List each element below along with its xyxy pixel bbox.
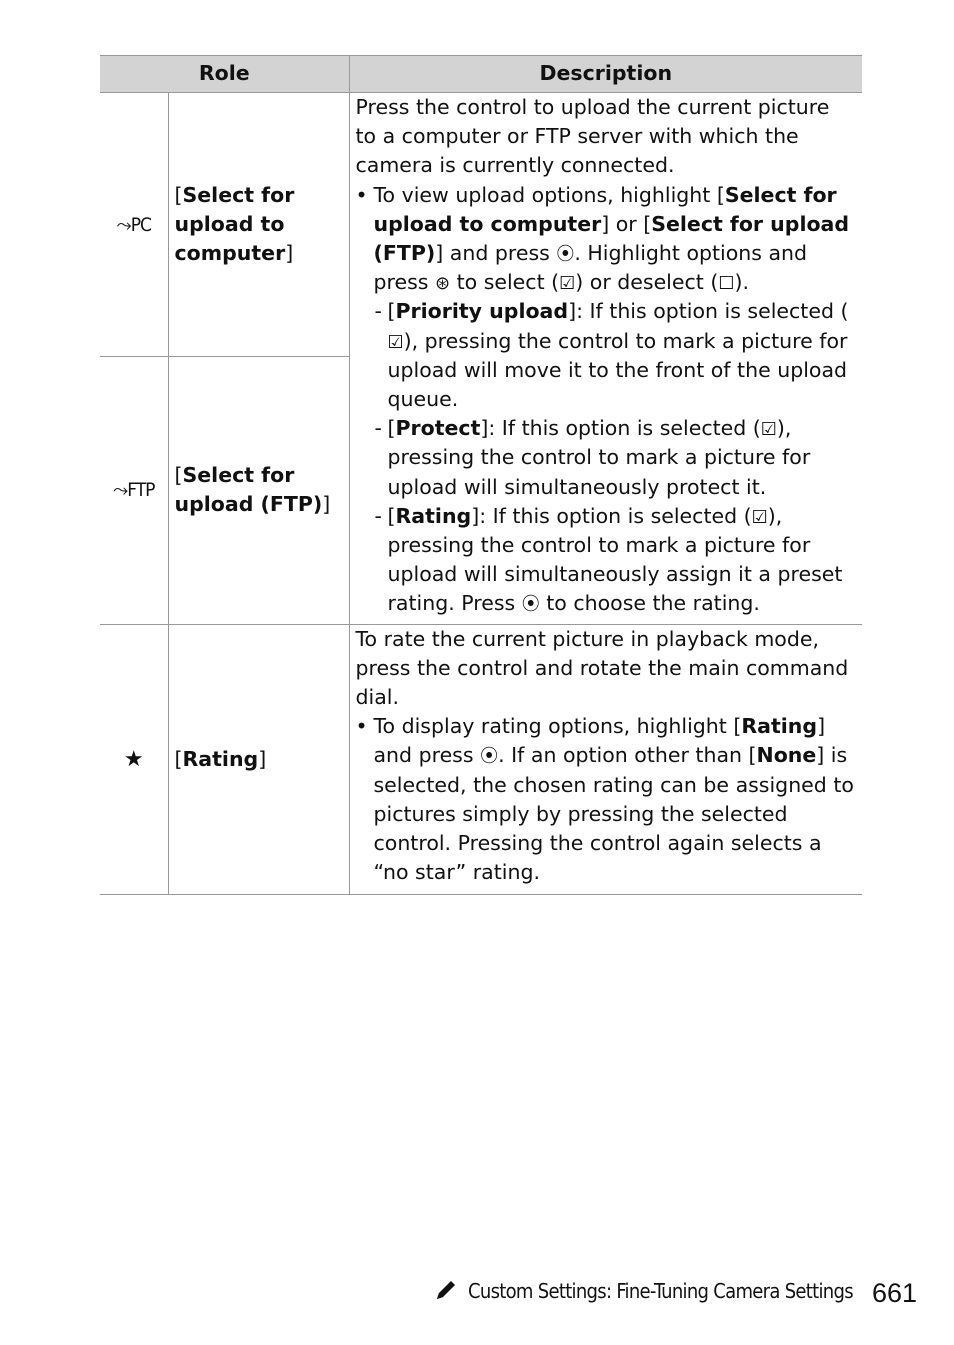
role-select-upload-computer: [Select for upload to computer] [168,93,349,357]
upload-description [349,93,862,625]
multi-selector-right-icon: ⦿ [521,594,540,616]
multi-selector-right-icon: ⦿ [556,244,575,266]
role-rating: [Rating] [168,624,349,894]
table-row [100,624,862,894]
role-header: Role [100,56,349,93]
rating-description [349,624,862,894]
pencil-icon [434,1278,458,1302]
page-number: 661 [872,1278,918,1308]
checkbox-checked-icon: ☑ [760,419,777,441]
table-header-row [100,56,862,93]
list-item: • To view upload options, highlight [Select for upload to computer] or [Select for upload (FTP)] and press ⦿. Highlight options and press ⊛ to select (☑) or deselect (☐). [356,181,857,298]
list-item: • To display rating options, highlight [Rating] and press ⦿. If an option other than [None] is selected, the chosen rating can be assigned to pictures simply by pressing the selected control. Pressing the control again selects a “no star” rating. [356,712,857,887]
checkbox-unchecked-icon: ☐ [718,273,735,295]
list-item: - [Protect]: If this option is selected (☑), pressing the control to mark a picture for upload will simultaneously protect it. [356,414,857,502]
upload-pc-icon: ⤳PC [100,93,168,357]
checkbox-checked-icon: ☑ [751,506,768,528]
table-row [100,93,862,357]
description-header: Description [349,56,862,93]
ok-button-icon: ⊛ [434,273,451,295]
upload-ftp-icon: ⤳FTP [100,357,168,624]
star-icon: ★ [100,624,168,894]
checkbox-checked-icon: ☑ [387,331,404,353]
footer-section-title [434,1278,853,1303]
role-select-upload-ftp: [Select for upload (FTP)] [168,357,349,624]
footer-text: Custom Settings: Fine-Tuning Camera Settings [468,1279,853,1303]
upload-intro: Press the control to upload the current picture to a computer or FTP server with which the camera is currently connected. [355,95,830,178]
multi-selector-right-icon: ⦿ [480,746,499,768]
list-item: - [Rating]: If this option is selected (☑), pressing the control to mark a picture for upload will simultaneously assign it a preset rating. Press ⦿ to choose the rating. [356,502,857,619]
checkbox-checked-icon: ☑ [559,273,576,295]
rating-intro: To rate the current picture in playback mode, press the control and rotate the main command dial. [355,626,849,710]
list-item: - [Priority upload]: If this option is selected (☑), pressing the control to mark a picture for upload will move it to the front of the upload queue. [356,297,857,414]
custom-controls-table [100,55,862,895]
